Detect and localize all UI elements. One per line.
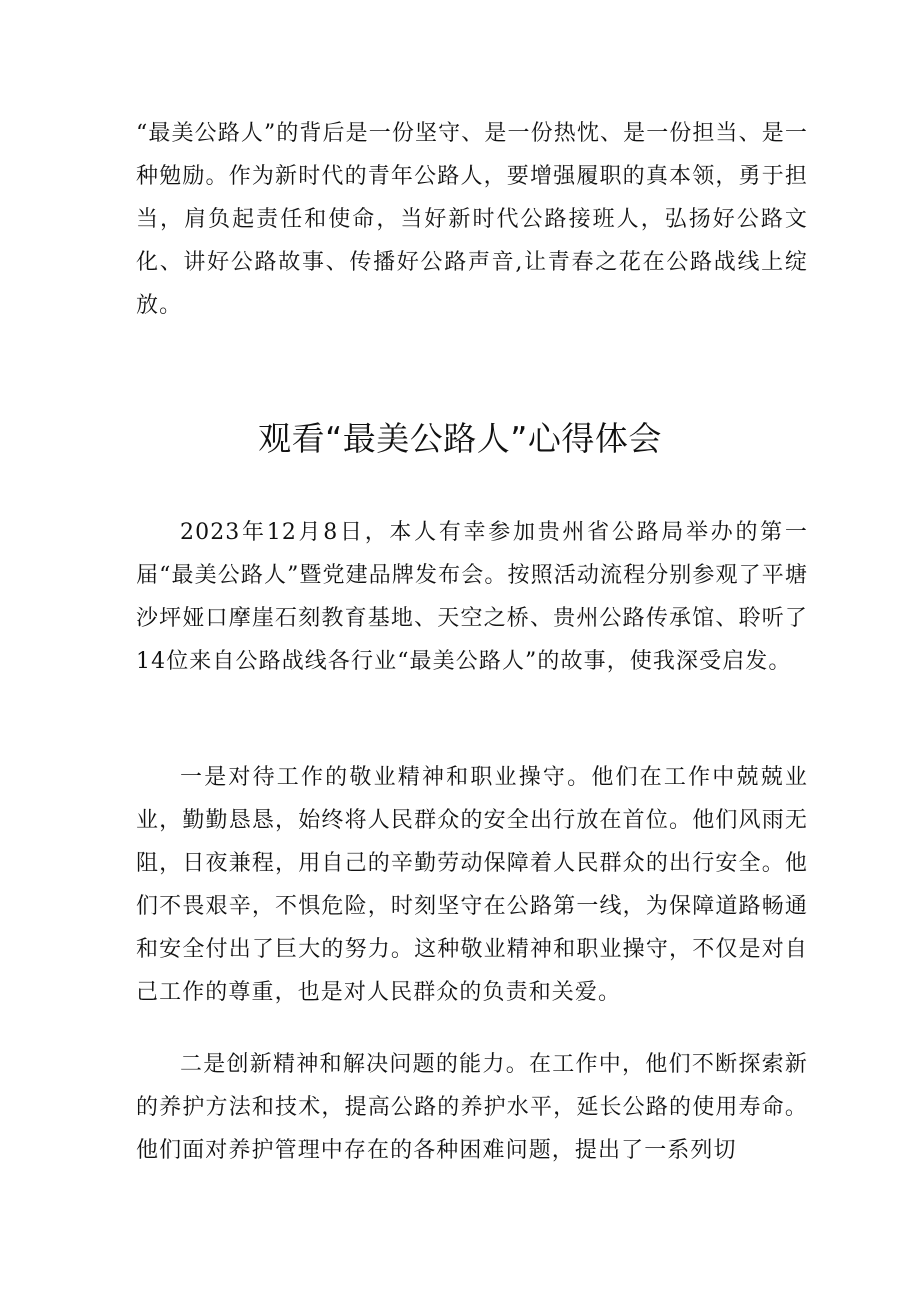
document-title: 观看“最美公路人”心得体会 [258, 419, 662, 458]
body-paragraph: 一是对待工作的敬业精神和职业操守。他们在工作中兢兢业业，勤勤恳恳，始终将人民群众的安全出行放在首位。他们风雨无阻，日夜兼程，用自己的辛勤劳动保障着人民群众的出行安全。他们不畏艰辛，不惧危险，时刻坚守在公路第一线，为保障道路畅通和安全付出了巨大的努力。这种敬业精神和职业操守，不仅是对自己工作的尊重，也是对人民群众的负责和关爱。 [136, 765, 808, 1005]
body-paragraph: 二是创新精神和解决问题的能力。在工作中，他们不断探索新的养护方法和技术，提高公路的养护水平，延长公路的使用寿命。他们面对养护管理中存在的各种困难问题，提出了一系列切 [136, 1052, 808, 1163]
body-paragraph: 2023年12月8日，本人有幸参加贵州省公路局举办的第一届“最美公路人”暨党建品牌发布会。按照活动流程分别参观了平塘沙坪娅口摩崖石刻教育基地、天空之桥、贵州公路传承馆、聆听了14位来自公路战线各行业“最美公路人”的故事，使我深受启发。 [136, 520, 808, 674]
intro-paragraph: “最美公路人”的背后是一份坚守、是一份热忱、是一份担当、是一种勉励。作为新时代的青年公路人，要增强履职的真本领，勇于担当，肩负起责任和使命，当好新时代公路接班人，弘扬好公路文化、讲好公路故事、传播好公路声音,让青春之花在公路战线上绽放。 [136, 121, 808, 318]
